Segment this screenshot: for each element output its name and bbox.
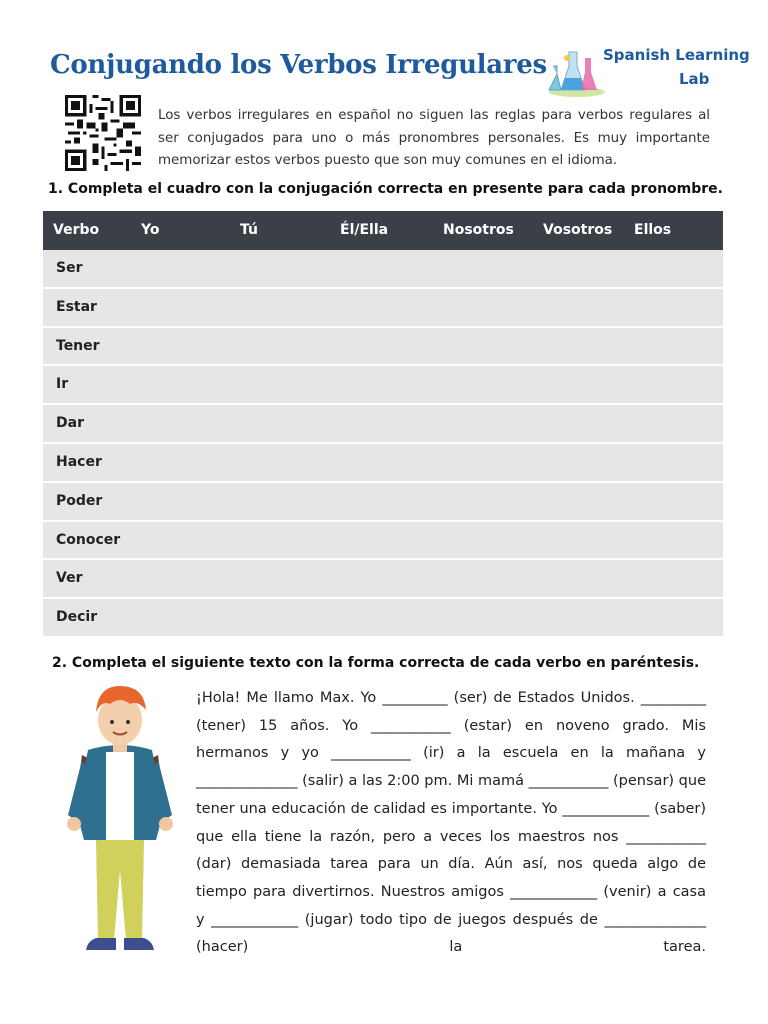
page-title: Conjugando los Verbos Irregulares (50, 50, 547, 80)
qr-code (65, 95, 141, 171)
table-row (43, 366, 723, 405)
verb-label: Ser (56, 260, 83, 276)
verb-label: Ver (56, 570, 83, 587)
header-nosotros: Nosotros (443, 222, 514, 238)
table-row (43, 289, 723, 328)
table-row (43, 560, 723, 599)
verb-label: Hacer (56, 453, 102, 470)
table-header (43, 211, 723, 250)
logo-text-lab: Lab (679, 70, 710, 88)
header-yo: Yo (141, 222, 160, 238)
verb-label: Decir (56, 609, 98, 626)
intro-paragraph: Los verbos irregulares en español no siguen las reglas para verbos regulares al ser conjugados para uno o más pronombres personales. Es muy importante memorizar estos verbos puesto que son muy comunes en el idioma. (158, 108, 710, 168)
header-ellos: Ellos (634, 222, 672, 238)
table-row (43, 444, 723, 483)
verb-label: Poder (56, 492, 103, 509)
fill-in-paragraph: ¡Hola! Me llamo Max. Yo _________ (ser) de Estados Unidos. _________ (tener) 15 años. Yo ___________ (estar) en noveno grado. Mis hermanos y yo ___________ (ir) a la escuela en la mañana y ______________ (salir) a las 2:00 pm. Mi mamá ___________ (pensar) que tener una educación de calidad es importante. Yo ____________ (saber) que ella tiene la razón, pero a veces los maestros nos ___________ (dar) demasiada tarea para un día. Aún así, nos queda algo de tiempo para divertirnos. Nuestros amigos ____________ (venir) a casa y ____________ (jugar) todo tipo de juegos después de ______________ (hacer) la tarea. (196, 690, 706, 956)
verb-label: Conocer (56, 531, 121, 548)
logo-text: Spanish Learning (603, 46, 750, 64)
spanish-learning-lab-logo (545, 44, 750, 100)
verb-label: Estar (56, 298, 97, 315)
header-vosotros: Vosotros (543, 222, 613, 238)
header-verbo: Verbo (53, 222, 100, 238)
header-tu: Tú (240, 222, 258, 238)
table-row (43, 250, 723, 289)
header-el-ella: Él/Ella (340, 222, 389, 238)
section1-instruction: 1. Completa el cuadro con la conjugación correcta en presente para cada pronombre. (48, 181, 723, 197)
table-row (43, 328, 723, 367)
conjugation-table (43, 211, 723, 638)
verb-label: Ir (56, 376, 69, 393)
flask-icon (545, 44, 605, 100)
verb-label: Dar (56, 415, 84, 432)
boy-illustration (60, 680, 180, 970)
table-row (43, 483, 723, 522)
table-row (43, 599, 723, 638)
table-row (43, 522, 723, 561)
section2-instruction: 2. Completa el siguiente texto con la forma correcta de cada verbo en paréntesis. (52, 655, 700, 671)
verb-label: Tener (56, 337, 100, 354)
table-row (43, 405, 723, 444)
